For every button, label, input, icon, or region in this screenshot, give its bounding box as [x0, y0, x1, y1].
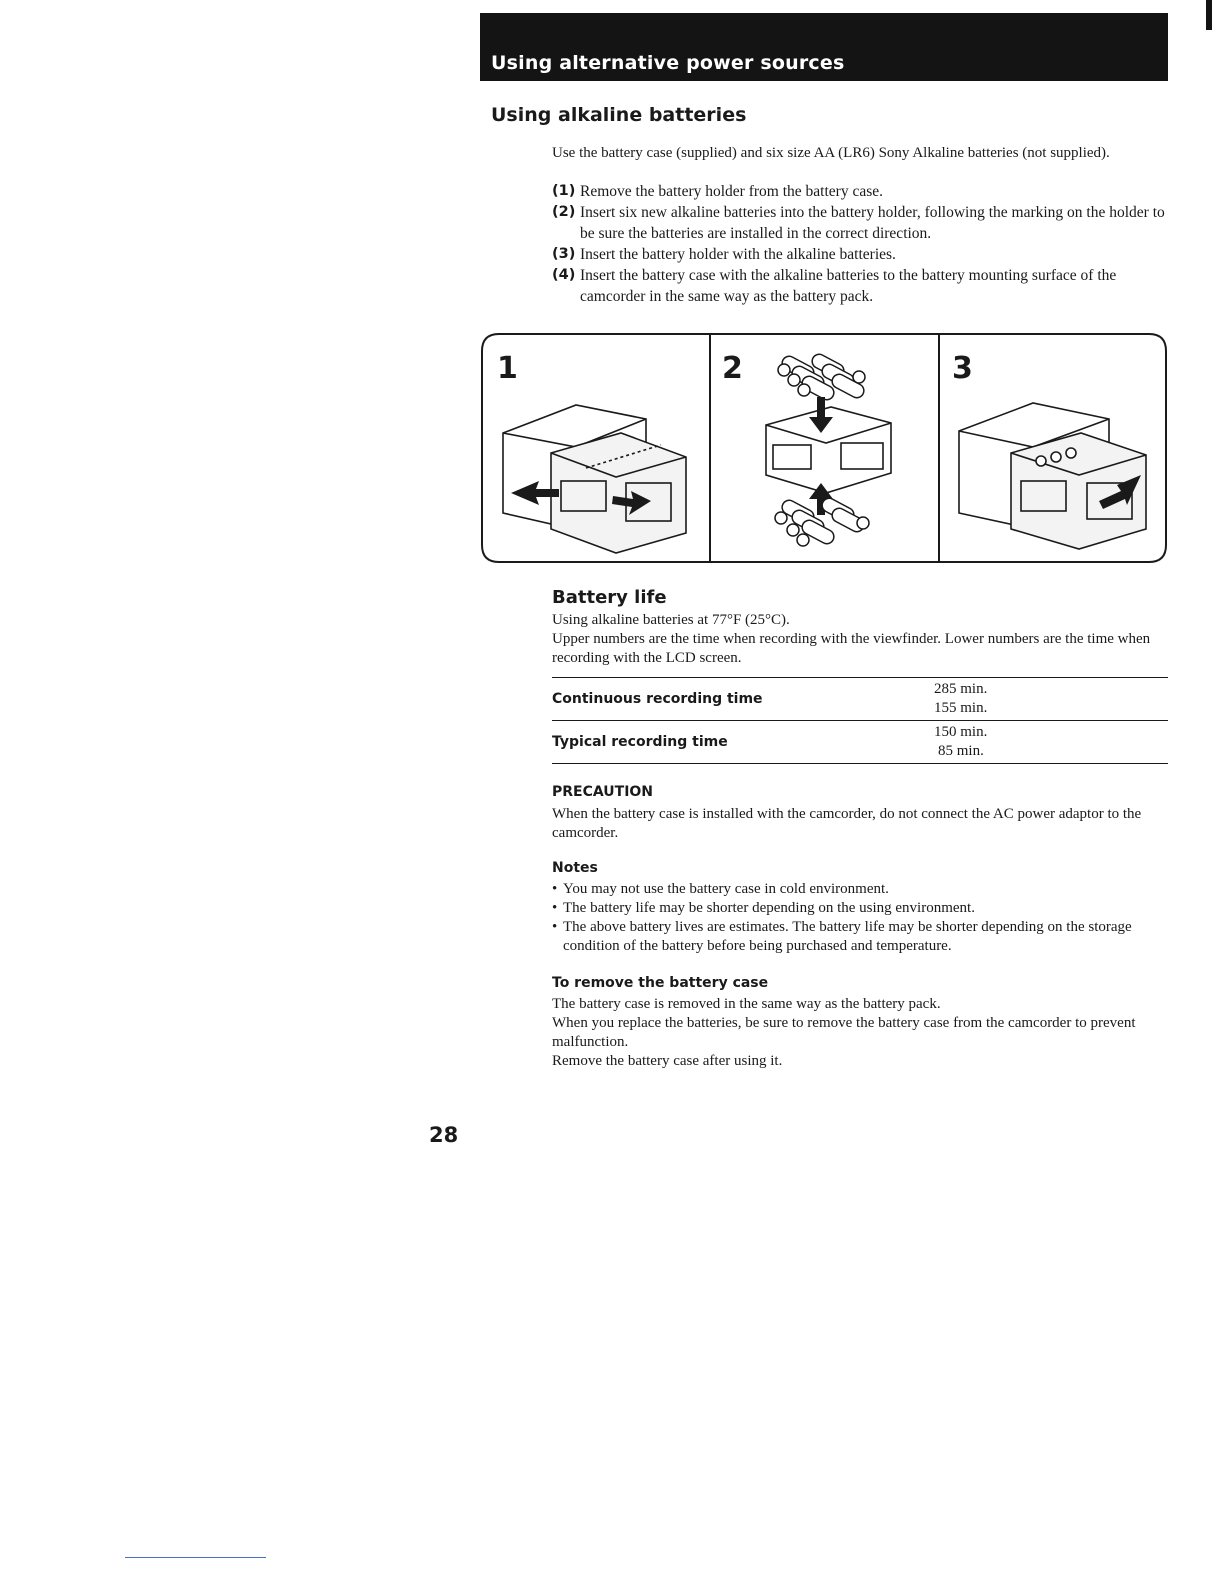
- remove-title: To remove the battery case: [552, 975, 769, 991]
- row-values: [932, 721, 1168, 764]
- row-values: [932, 678, 1168, 721]
- row-label: Continuous recording time: [552, 691, 763, 707]
- table-row: [552, 721, 1168, 764]
- intro-text: Use the battery case (supplied) and six size AA (LR6) Sony Alkaline batteries (not supplied).: [552, 145, 1110, 161]
- figure-label-3: 3: [952, 351, 973, 386]
- step-number: (4): [552, 267, 576, 283]
- battery-figure: [481, 333, 1167, 563]
- page-number: 28: [429, 1123, 459, 1147]
- step-text: Remove the battery holder from the battery case.: [580, 183, 883, 200]
- battery-life-line-2: Upper numbers are the time when recording with the viewfinder. Lower numbers are the time when recording with the LCD screen.: [552, 631, 1151, 666]
- figure-label-1: 1: [497, 351, 518, 386]
- value-lower: 155 min.: [934, 700, 988, 716]
- figure-label-2: 2: [722, 351, 743, 386]
- table-row: [552, 678, 1168, 721]
- value-upper: 150 min.: [934, 724, 988, 740]
- section-title: Using alkaline batteries: [491, 104, 747, 126]
- step-text: Insert the battery case with the alkaline batteries to the battery mounting surface of the camcorder in the same way as the battery pack.: [580, 267, 1117, 305]
- notes-list: [552, 880, 1164, 956]
- battery-case-illustration-3: [959, 403, 1146, 549]
- precaution-title: PRECAUTION: [552, 784, 654, 800]
- battery-life-title: Battery life: [552, 587, 667, 608]
- step-text: Insert the battery holder with the alkaline batteries.: [580, 246, 896, 263]
- aa-batteries-bottom: [775, 496, 869, 546]
- value-upper: 285 min.: [934, 681, 988, 697]
- step-item: [552, 265, 1167, 307]
- remove-line-2: When you replace the batteries, be sure to remove the battery case from the camcorder to prevent malfunction.: [552, 1015, 1136, 1050]
- battery-case-illustration-1: [503, 405, 686, 553]
- header-title: Using alternative power sources: [491, 52, 845, 74]
- row-label: Typical recording time: [552, 734, 728, 750]
- step-item: [552, 244, 1167, 265]
- bottom-rule: [125, 1557, 266, 1558]
- precaution-text: When the battery case is installed with the camcorder, do not connect the AC power adaptor to the camcorder.: [552, 806, 1142, 841]
- steps-list: [552, 181, 1167, 307]
- battery-life-line-1: Using alkaline batteries at 77°F (25°C).: [552, 612, 790, 628]
- list-item: • The above battery lives are estimates. The battery life may be shorter depending on the storage condition of the battery before being purchased and temperature.: [552, 918, 1164, 956]
- notes-title: Notes: [552, 860, 598, 876]
- value-lower: 85 min.: [938, 743, 984, 759]
- header-bar: [480, 13, 1168, 81]
- list-item: • You may not use the battery case in cold environment.: [552, 880, 1164, 899]
- step-text: Insert six new alkaline batteries into the battery holder, following the marking on the holder to be sure the batteries are installed in the correct direction.: [580, 204, 1165, 242]
- step-item: [552, 181, 1167, 202]
- step-number: (1): [552, 183, 576, 199]
- remove-line-3: Remove the battery case after using it.: [552, 1053, 783, 1069]
- battery-life-table: [552, 677, 1168, 764]
- step-number: (3): [552, 246, 576, 262]
- step-number: (2): [552, 204, 576, 220]
- remove-text: [552, 995, 1164, 1071]
- list-item: • The battery life may be shorter depending on the using environment.: [552, 899, 1164, 918]
- edge-mark: [1206, 0, 1212, 30]
- remove-line-1: The battery case is removed in the same way as the battery pack.: [552, 996, 941, 1012]
- aa-batteries-top: [778, 352, 866, 402]
- step-item: [552, 202, 1167, 244]
- battery-life-text: [552, 611, 1164, 668]
